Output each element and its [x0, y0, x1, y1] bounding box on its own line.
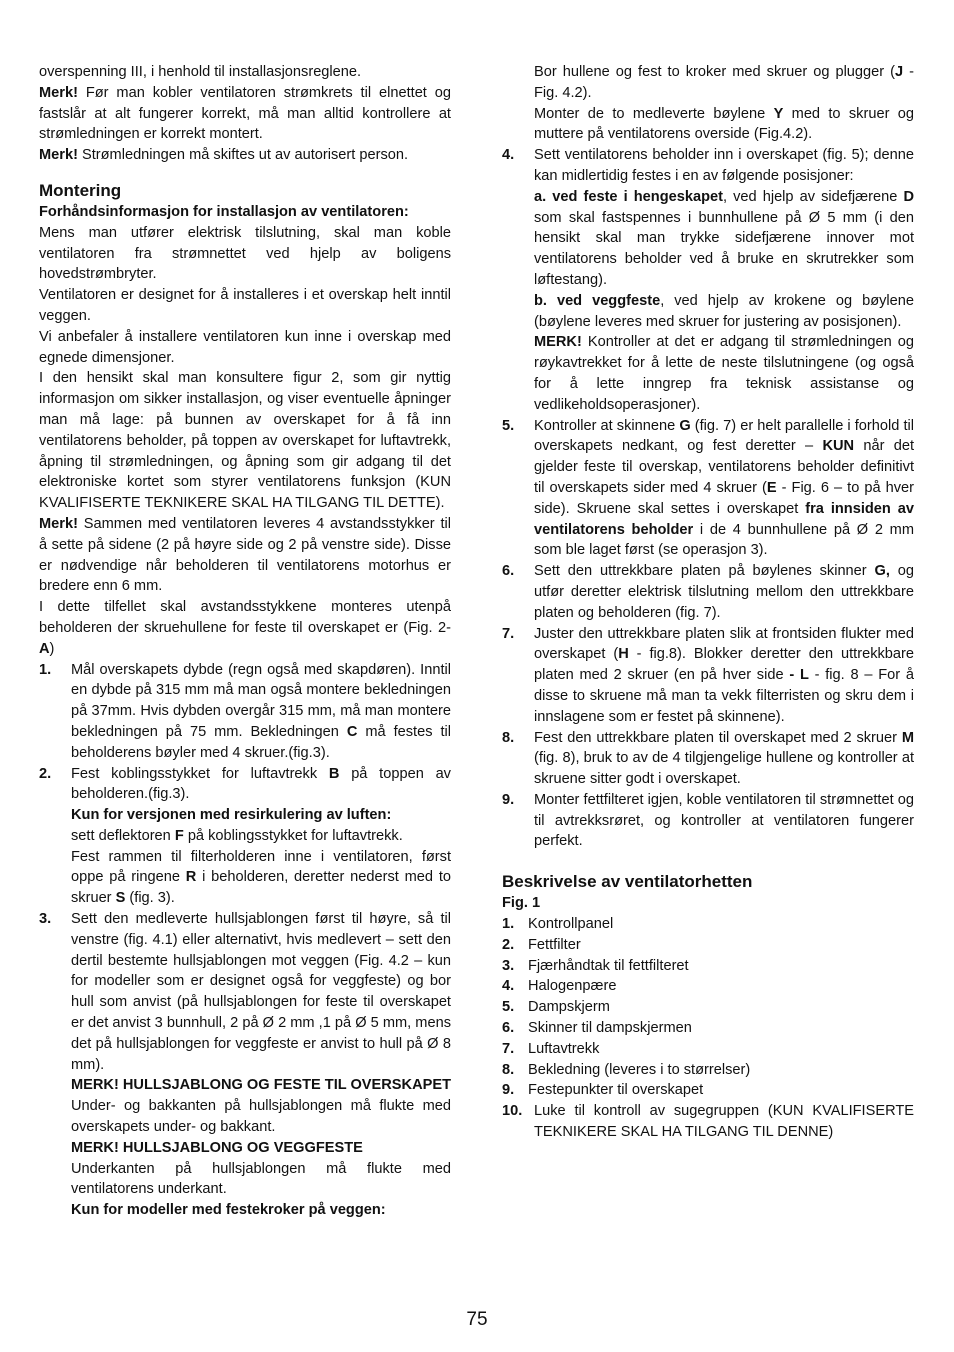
text: på koblingsstykket for luftavtrekk. — [183, 827, 403, 844]
step-number: 7. — [502, 625, 515, 642]
ref-letter: J — [895, 64, 904, 80]
item-number: 5. — [502, 999, 515, 1016]
text: Strømledningen må skiftes ut av autorisert person. — [77, 147, 409, 164]
paragraph: Ventilatoren er designet for å installeres i et overskap helt inntil veggen. — [39, 287, 451, 324]
ref-letter: G, — [874, 563, 890, 580]
text: Sett den medleverte hullsjablongen først til høyre, så til venstre (fig. 4.1) eller alternativt, hvis medlevert – sett den dertil bestemte hullsjablongen mot veggen (Fig. 4.2 – kun for modeller som er designet også for veggfeste) og bor hull som anvist (på hullsjablongen for feste til overskapet er det anvist 3 bunnhull, 2 på Ø 2 mm ,1 på Ø 5 mm, mens det på hullsjablongen for veggfeste er anvist to hull på Ø 8 mm). — [71, 911, 451, 1073]
section-heading-montering: Montering — [39, 180, 122, 200]
step-2 — [39, 764, 451, 910]
list-item — [502, 956, 914, 977]
text: i beholderen, deretter nederst med to skruer — [71, 869, 451, 907]
item-text: Fettfilter — [528, 936, 581, 953]
step-number: 1. — [39, 661, 52, 678]
item-number: 6. — [502, 1020, 515, 1037]
text: som skal fastspennes i bunnhullene på Ø 5 mm (i den hensikt skal man trykke sidefjærene innover mot ventilatorens beholder ved å bruke en skrutrekker som løftestang). — [534, 209, 914, 288]
note-label: Merk! — [39, 84, 78, 101]
text: Fest koblingsstykket for luftavtrekk — [71, 765, 329, 782]
step-4 — [502, 145, 914, 415]
subheading: Kun for modeller med festekroker på veggen: — [71, 1202, 386, 1219]
text: I dette tilfellet skal avstandsstykkene monteres utenpå beholderen der skruehullene for feste til overskapet er (Fig. 2- — [39, 599, 451, 636]
list-item — [502, 1060, 914, 1081]
item-text: Fjærhåndtak til fettfilteret — [528, 957, 689, 974]
text: Monter de to medleverte bøylene — [534, 105, 774, 122]
step-3-continued — [502, 62, 914, 145]
item-number: 1. — [502, 916, 515, 933]
text: på toppen av beholderen.(fig.3). — [71, 765, 451, 803]
item-text: Festepunkter til overskapet — [528, 1082, 704, 1099]
item-number: 2. — [502, 936, 515, 953]
parts-list — [502, 914, 914, 1143]
paragraph — [39, 597, 451, 659]
note-label: MERK! — [534, 334, 582, 351]
subheading: MERK! HULLSJABLONG OG VEGGFESTE — [71, 1139, 363, 1156]
list-item — [502, 935, 914, 956]
figure-label: Fig. 1 — [502, 895, 541, 912]
paragraph — [39, 83, 451, 145]
step-8 — [502, 728, 914, 790]
item-text: Skinner til dampskjermen — [528, 1020, 692, 1037]
step-number: 3. — [39, 911, 52, 928]
page-number: 75 — [466, 1309, 488, 1330]
ref-letter: S — [115, 890, 126, 907]
item-text: Halogenpære — [528, 978, 617, 995]
item-text: Luftavtrekk — [528, 1040, 600, 1057]
text: Bor hullene og fest to kroker med skruer og plugger ( — [534, 64, 895, 80]
option-label: b. ved veggfeste — [534, 292, 661, 309]
text: Under- og bakkanten på hullsjablongen må flukte med overskapets under- og bakkant. — [71, 1098, 451, 1136]
ref-letter: B — [328, 765, 340, 782]
text: Før man kobler ventilatoren strømkrets til elnettet og fastslår at alt fungerer korrekt, må man alltid kontrollere at strømledningen er korrekt montert. — [39, 84, 451, 143]
left-column — [39, 62, 451, 1221]
list-item — [502, 1018, 914, 1039]
text: ) — [49, 640, 55, 657]
text: Mål overskapets dybde (regn også med skapdøren). Inntil en dybde på 315 mm må man også montere bekledningen på 37mm. Hvis dybden overgår 315 mm, må man montere bekledningen på 75 mm. Bekledningen — [71, 661, 451, 740]
ref-letter: - L — [789, 667, 809, 684]
text: når det gjelder feste til overskap, ventilatorens beholder definitivt til overskapets sider med 4 skruer ( — [534, 438, 914, 496]
item-text: Bekledning (leveres i to størrelser) — [528, 1061, 751, 1078]
text: (fig. 8), bruk to av de 4 tilgjengelige hullene og kontroller at skruene sitter godt i overskapet. — [534, 750, 914, 788]
step-number: 4. — [502, 147, 515, 164]
step-6 — [502, 561, 914, 623]
section-heading-beskrivelse: Beskrivelse av ventilatorhetten — [502, 872, 753, 892]
item-text: Luke til kontroll av sugegruppen (KUN KVALIFISERTE TEKNIKERE SKAL HA TILGANG TIL DENNE) — [534, 1103, 914, 1141]
emphasis: KUN — [822, 438, 855, 455]
note-label: Merk! — [39, 515, 78, 532]
step-number: 5. — [502, 417, 515, 434]
item-text: Dampskjerm — [528, 999, 610, 1016]
ref-letter: C — [346, 723, 358, 740]
text: Monter fettfilteret igjen, koble ventilatoren til strømnettet og til avtrekksrøret, og kontroller at ventilatoren fungerer perfekt. — [534, 791, 914, 850]
list-item — [502, 914, 914, 935]
text: Sett den uttrekkbare platen på bøylenes skinner — [534, 563, 875, 580]
text: , ved hjelp av sidefjærene — [722, 188, 904, 205]
step-3 — [39, 909, 451, 1221]
text: sett deflektoren — [71, 827, 175, 844]
text: Fest rammen til filterholderen inne i ventilatoren, først oppe på ringene — [71, 848, 451, 886]
text: - fig. 8 – For å disse to skruene må man ta vekk filterristen og skru dem i innslagene som er festet på skinnene). — [534, 667, 914, 725]
step-7 — [502, 624, 914, 728]
note-label: Merk! — [39, 147, 78, 164]
ref-letter: A — [39, 640, 50, 657]
text: Kontroller at det er adgang til strømledningen og røykavtrekket for å lette de neste tilslutningene (og også for å lette inngrep fra teknisk assistanse og vedlikeholdsoperasjoner). — [534, 334, 914, 413]
text: må festes til beholderens bøyler med 4 skruer.(fig.3). — [71, 723, 451, 761]
list-item — [502, 1039, 914, 1060]
list-item — [502, 976, 914, 997]
ref-letter: R — [185, 869, 197, 886]
step-number: 9. — [502, 791, 515, 808]
ref-letter: F — [174, 827, 184, 844]
step-1 — [39, 660, 451, 764]
paragraph: Mens man utfører elektrisk tilslutning, skal man koble ventilatoren fra strømnettet ved hjelp av boligens hovedstrømbryter. — [39, 224, 451, 283]
paragraph: overspenning III, i henhold til installasjonsreglene. — [39, 64, 362, 80]
step-number: 2. — [39, 765, 52, 782]
text: (fig. 3). — [125, 890, 175, 907]
paragraph: Vi anbefaler å installere ventilatoren kun inne i overskap med egnede dimensjoner. — [39, 328, 451, 366]
item-number: 9. — [502, 1082, 515, 1099]
text: med to skruer og muttere på ventilatorens overside (Fig.4.2). — [534, 105, 914, 143]
ref-letter: Y — [773, 105, 784, 122]
text: og utfør deretter elektrisk tilslutning mellom den uttrekkbare platen og beholderen (fig. 7). — [534, 563, 915, 621]
text: Sett ventilatorens beholder inn i overskapet (fig. 5); denne kan midlertidig festes i en av følgende posisjoner: — [534, 147, 914, 184]
list-item — [502, 997, 914, 1018]
item-text: Kontrollpanel — [528, 916, 614, 933]
subheading: Forhåndsinformasjon for installasjon av ventilatoren: — [39, 203, 409, 220]
ref-letter: E — [766, 479, 777, 496]
subheading: MERK! HULLSJABLONG OG FESTE TIL OVERSKAPET — [71, 1077, 452, 1094]
text: - fig.8). Blokker deretter den uttrekkbare platen med 2 skruer (en på hver side — [534, 646, 914, 684]
step-5 — [502, 416, 914, 562]
item-number: 10. — [502, 1103, 523, 1120]
ref-letter: H — [618, 646, 629, 663]
text: (fig. 7) er helt parallelle i forhold til overskapets nedkant, og fest deretter – — [534, 417, 914, 455]
ref-letter: M — [901, 729, 914, 746]
text: Underkanten på hullsjablongen må flukte med ventilatorens underkant. — [71, 1160, 451, 1198]
option-label: a. ved feste i hengeskapet — [534, 188, 723, 205]
text: Juster den uttrekkbare platen slik at frontsiden flukter med overskapet ( — [534, 625, 914, 663]
paragraph: I den hensikt skal man konsultere figur 2, som gir nyttig informasjon om sikker installasjon, og viser eventuelle åpninger man må lage: på bunnen av overskapet for å få inn ventilatorens beholder, på toppen av overskapet for luftavtrekk, åpning til strømledningen, og åpning som gir adgang til det elektroniske kortet som styrer ventilatorens funksjon (KUN KVALIFISERTE TEKNIKERE SKAL HA TILGANG TIL DETTE). — [39, 370, 451, 512]
step-number: 6. — [502, 563, 515, 580]
text: Kontroller at skinnene — [534, 417, 680, 434]
text: , ved hjelp av krokene og bøylene (bøylene leveres med skruer for justering av posisjonen). — [534, 292, 915, 330]
step-9 — [502, 790, 914, 852]
list-item — [502, 1080, 914, 1101]
text: Sammen med ventilatoren leveres 4 avstandsstykker til å sette på sidene (2 på høyre side og 2 på venstre side). Disse er nødvendige når beholderen til ventilatorens motorhus er bredere enn 6 mm. — [39, 515, 451, 595]
item-number: 4. — [502, 978, 515, 995]
ref-letter: D — [903, 188, 914, 205]
step-number: 8. — [502, 729, 515, 746]
right-column — [502, 62, 914, 1143]
ref-letter: G — [679, 417, 691, 434]
text: Fest den uttrekkbare platen til overskapet med 2 skruer — [534, 729, 902, 746]
emphasis: fra innsiden av ventilatorens beholder — [534, 500, 915, 538]
paragraph — [39, 514, 451, 597]
item-number: 3. — [502, 957, 515, 974]
item-number: 8. — [502, 1061, 515, 1078]
list-item — [502, 1101, 914, 1143]
subheading: Kun for versjonen med resirkulering av luften: — [71, 807, 392, 824]
text: i de 4 bunnhullene på Ø 2 mm som ble laget først (se operasjon 3). — [534, 521, 914, 559]
text: - Fig. 4.2). — [534, 64, 914, 101]
paragraph — [39, 145, 451, 166]
item-number: 7. — [502, 1040, 515, 1057]
text: - Fig. 6 – to på hver side). Skruene skal settes i overskapet — [534, 479, 914, 517]
